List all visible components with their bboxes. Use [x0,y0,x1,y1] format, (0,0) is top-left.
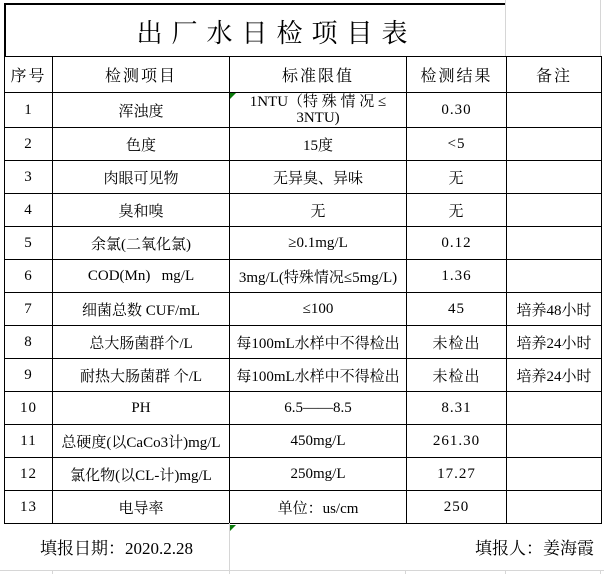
cell-item[interactable]: 总大肠菌群个/L [53,326,230,359]
cell-item[interactable]: 色度 [53,128,230,161]
table-row [5,128,602,161]
cell-remark[interactable]: 培养24小时 [507,359,602,392]
cell-result[interactable]: 8.31 [407,392,507,425]
col-header-item[interactable]: 检测项目 [53,57,230,93]
table-row [5,359,602,392]
cell-standard[interactable]: 无 [230,194,407,227]
table-row [5,491,602,524]
cell-standard[interactable]: 每100mL水样中不得检出 [230,326,407,359]
cell-item[interactable]: 氯化物(以CL-计)mg/L [53,458,230,491]
table-row [5,425,602,458]
cell-remark[interactable] [507,260,602,293]
cell-no[interactable]: 5 [5,227,53,260]
cell-item[interactable]: 臭和嗅 [53,194,230,227]
cell-remark[interactable] [507,491,602,524]
daily-check-table [4,56,602,524]
cell-item[interactable]: 浑浊度 [53,93,230,128]
cell-item[interactable]: 电导率 [53,491,230,524]
cell-result[interactable]: 261.30 [407,425,507,458]
gridline-vertical [600,570,601,574]
cell-result[interactable]: 无 [407,161,507,194]
cell-remark[interactable] [507,161,602,194]
table-title-cell[interactable] [4,3,505,57]
cell-item[interactable]: 细菌总数 CUF/mL [53,293,230,326]
cell-standard[interactable]: 3mg/L(特殊情况≤5mg/L) [230,260,407,293]
cell-no[interactable]: 3 [5,161,53,194]
cell-standard[interactable]: 1NTU（特 殊 情 况 ≤ 3NTU) [230,93,407,128]
gridline-horizontal [0,570,604,571]
cell-no[interactable]: 12 [5,458,53,491]
cell-result[interactable]: 0.12 [407,227,507,260]
cell-no[interactable]: 8 [5,326,53,359]
gridline-vertical [229,523,230,570]
cell-no[interactable]: 1 [5,93,53,128]
table-row [5,326,602,359]
cell-item[interactable]: 肉眼可见物 [53,161,230,194]
cell-result[interactable]: 无 [407,194,507,227]
cell-standard[interactable]: 450mg/L [230,425,407,458]
col-header-no[interactable]: 序号 [5,57,53,93]
cell-standard[interactable]: ≤100 [230,293,407,326]
cell-no[interactable]: 9 [5,359,53,392]
cell-result[interactable]: 17.27 [407,458,507,491]
cell-result[interactable]: 未检出 [407,359,507,392]
cell-result[interactable]: <5 [407,128,507,161]
cell-no[interactable]: 4 [5,194,53,227]
header-row [5,57,602,93]
table-row [5,392,602,425]
gridline-vertical [505,570,506,574]
col-header-standard[interactable]: 标准限值 [230,57,407,93]
cell-no[interactable]: 11 [5,425,53,458]
cell-standard[interactable]: 15度 [230,128,407,161]
col-header-result[interactable]: 检测结果 [407,57,507,93]
comment-triangle-icon [230,525,236,531]
cell-remark[interactable] [507,392,602,425]
cell-remark[interactable] [507,458,602,491]
cell-item[interactable]: 总硬度(以CaCo3计)mg/L [53,425,230,458]
cell-result[interactable]: 0.30 [407,93,507,128]
table-row [5,458,602,491]
page-title: 出厂水日检项目表 [136,18,417,48]
table-row [5,293,602,326]
gridline-vertical [505,0,506,56]
table-row [5,161,602,194]
cell-remark[interactable] [507,128,602,161]
footer-reporter[interactable]: 填报人：姜海霞 [475,539,594,558]
cell-item[interactable]: COD(Mn) mg/L [53,260,230,293]
cell-standard[interactable]: 每100mL水样中不得检出 [230,359,407,392]
gridline-vertical [229,570,230,574]
cell-standard[interactable]: 单位：us/cm [230,491,407,524]
cell-remark[interactable] [507,194,602,227]
cell-no[interactable]: 7 [5,293,53,326]
table-row [5,194,602,227]
cell-standard[interactable]: 6.5——8.5 [230,392,407,425]
cell-no[interactable]: 6 [5,260,53,293]
cell-remark[interactable]: 培养48小时 [507,293,602,326]
table-row [5,93,602,128]
gridline-vertical [405,570,406,574]
cell-result[interactable]: 1.36 [407,260,507,293]
table-row [5,227,602,260]
col-header-remark[interactable]: 备注 [507,57,602,93]
cell-item[interactable]: 余氯(二氧化氯) [53,227,230,260]
cell-standard[interactable]: 无异臭、异味 [230,161,407,194]
cell-remark[interactable] [507,425,602,458]
cell-remark[interactable]: 培养24小时 [507,326,602,359]
table-row [5,260,602,293]
footer-fill-date[interactable]: 填报日期：2020.2.28 [40,539,193,558]
cell-no[interactable]: 10 [5,392,53,425]
cell-standard[interactable]: 250mg/L [230,458,407,491]
cell-result[interactable]: 未检出 [407,326,507,359]
cell-result[interactable]: 45 [407,293,507,326]
cell-standard[interactable]: ≥0.1mg/L [230,227,407,260]
gridline-vertical [52,570,53,574]
cell-item[interactable]: 耐热大肠菌群 个/L [53,359,230,392]
cell-remark[interactable] [507,93,602,128]
cell-no[interactable]: 2 [5,128,53,161]
cell-remark[interactable] [507,227,602,260]
comment-triangle-icon [230,93,236,99]
cell-item[interactable]: PH [53,392,230,425]
gridline-vertical [600,0,601,56]
cell-no[interactable]: 13 [5,491,53,524]
cell-result[interactable]: 250 [407,491,507,524]
